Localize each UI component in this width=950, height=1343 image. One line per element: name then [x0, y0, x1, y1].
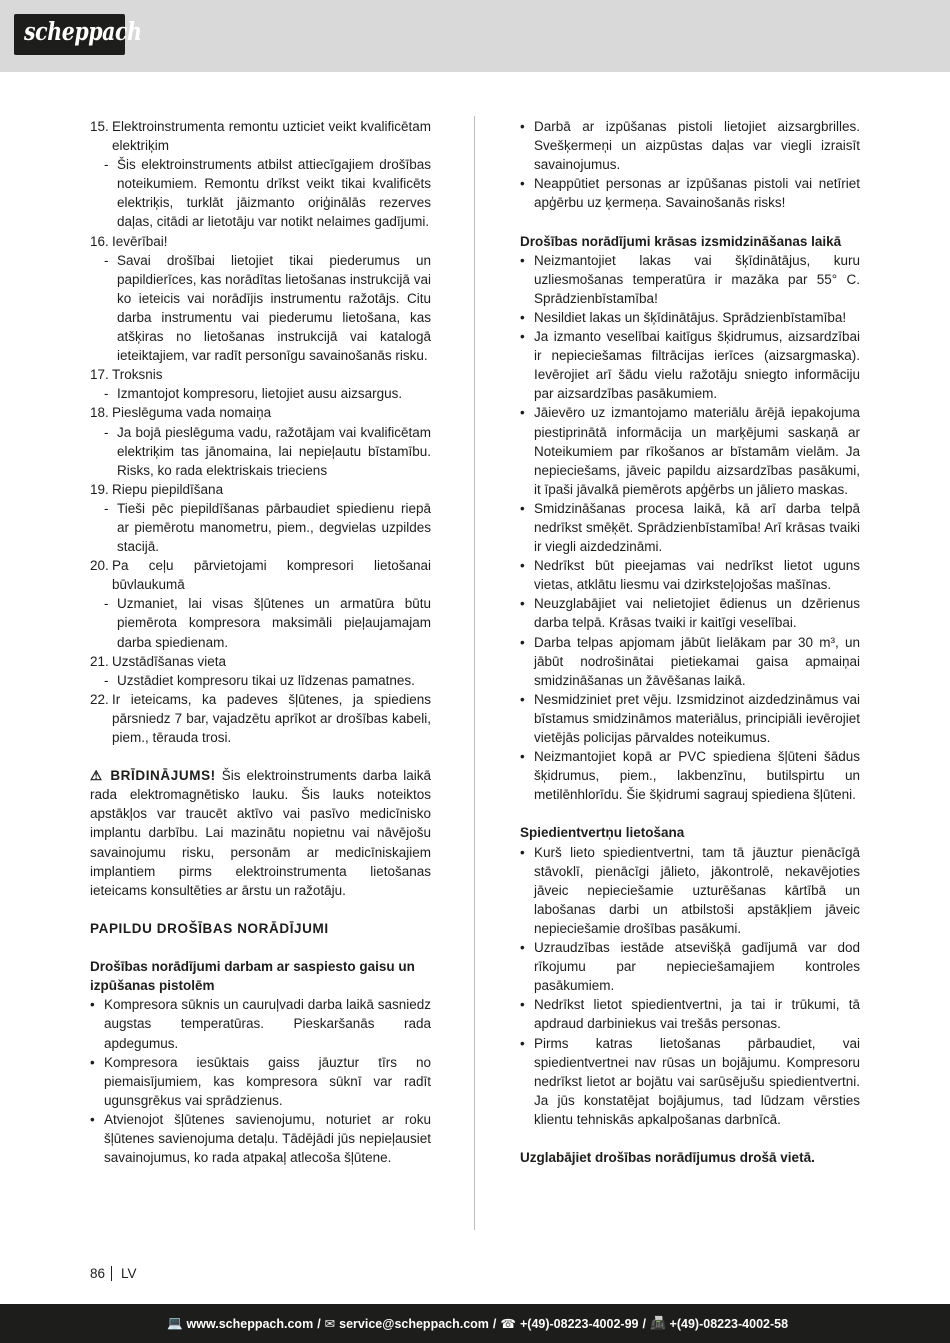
bullet-item [520, 308, 860, 327]
bullet-item [90, 1053, 431, 1110]
left-column [90, 117, 431, 1167]
pressure-vessel-list [520, 843, 860, 1129]
bullet-marker: • [520, 500, 525, 516]
item-title: Uzstādīšanas vieta [112, 653, 227, 669]
dash-marker: - [104, 596, 109, 612]
section-title: PAPILDU DROŠĪBAS NORĀDĪJUMI [90, 920, 329, 936]
bullet-text: Atvienojot šļūtenes savienojumu, noturiet ar roku šļūtenes savienojuma detaļu. Tādējādi jūs nepieļausiet savainojumus, ko rada atpakaļ atlecoša šļūtene. [104, 1111, 431, 1166]
item-title: Troksnis [112, 367, 163, 383]
numbered-item [90, 365, 431, 384]
bullet-item [520, 117, 860, 174]
bullet-marker: • [520, 844, 525, 860]
item-detail [104, 671, 431, 690]
bullet-text: Jāievēro uz izmantojamo materiālu ārējā iepakojuma piestiprinātā informācija un marķējumi saskaņā ar Noteikumiem par rīkošanos ar bīstamām vielām. Ja nepieciešams, jāveic papildu aizsardzības pasākumi, it īpaši jāvalkā piemērots apģērbs un jāliето maskas. [534, 405, 860, 497]
paint-spraying-title: Drošības norādījumi krāsas izsmidzināšanas laikā [520, 233, 842, 249]
bullet-marker: • [520, 1035, 525, 1051]
bullet-marker: • [520, 329, 525, 345]
logo-text: scheppach [23, 17, 142, 46]
item-title: Ir ieteicams, ka padeves šļūtenes, ja spiediens pārsniedz 7 bar, vajadzētu aprīkot ar drošības kabeli, piem., tērauda trosi. [112, 691, 431, 745]
page-number-block [90, 1264, 137, 1283]
bullet-item [520, 843, 860, 938]
page-language: LV [121, 1266, 137, 1281]
bullet-text: Nedrīkst lietot spiedientvertni, ja tai ir trūkumi, tā apdraud darbiniekus vai trešās personas. [534, 997, 860, 1032]
item-title: Elektroinstrumenta remontu uzticiet veikt kvalificētam elektriķim [112, 119, 431, 154]
footer-website[interactable]: www.scheppach.com [186, 1316, 314, 1331]
dash-marker: - [104, 386, 109, 402]
bullet-item [520, 327, 860, 403]
bullet-text: Nedrīkst būt pieejamas vai nedrīkst lietot uguns vietas, atklātu liesmu vai dzirksteļojošas mašīnas. [534, 558, 860, 593]
scheppach-logo [14, 14, 142, 55]
page-footer: 💻 www.scheppach.com / ✉ service@scheppach.com / ☎ +(49)-08223-4002-99 / 📠 +(49)-08223-4002-58 [0, 1304, 950, 1343]
bullet-text: Nesmidziniet pret vēju. Izsmidzinot aizdedzināmus vai bīstamus smidzināmos materiālus, principiāli ievērojiet vietējās policijas pārvaldes noteikumus. [534, 691, 860, 745]
item-number: 18. [90, 405, 109, 421]
numbered-item [90, 652, 431, 671]
footer-fax: +(49)-08223-4002-58 [669, 1316, 789, 1331]
bullet-marker: • [90, 1054, 95, 1070]
bullet-text: Pirms katras lietošanas pārbaudiet, vai spiedientvertnei nav rūsas un bojājumu. Kompresoru nedrīkst lietot ar bojātu vai sarūsējušu spiedientvertni. Ja jūs konstatējat bojājumus, tad lūdzam vērsties klientu tehniskās apkalpošanas darbnīcā. [534, 1035, 860, 1127]
item-detail [104, 499, 431, 556]
dash-marker: - [104, 672, 109, 688]
bullet-item [520, 938, 860, 995]
bullet-item [520, 499, 860, 556]
bullet-marker: • [520, 405, 525, 421]
bullet-item [90, 995, 431, 1052]
paint-spraying-list [520, 251, 860, 805]
bullet-marker: • [520, 749, 525, 765]
numbered-item [90, 232, 431, 251]
closing-note: Uzglabājiet drošības norādījumus drošā vietā. [520, 1150, 815, 1166]
bullet-item [520, 1034, 860, 1129]
dash-marker: - [104, 424, 109, 440]
right-column [520, 117, 860, 1167]
bullet-text: Darba telpas apjomam jābūt lielākam par 30 m³, un jābūt nodrošinātai pietiekamai gaisa apmaiņai smidzināšanas un žāvēšanas laikā. [534, 634, 860, 688]
item-number: 22. [90, 691, 109, 707]
item-number: 15. [90, 119, 109, 134]
bullet-marker: • [520, 940, 525, 956]
blow-gun-list [520, 117, 860, 212]
fax-icon: 📠 [649, 1316, 666, 1330]
bullet-item [520, 251, 860, 308]
bullet-text: Neappūtiet personas ar izpūšanas pistoli vai netīriet apģērbu uz ķermeņa. Savainošanās risks! [534, 176, 860, 211]
bullet-item [90, 1110, 431, 1167]
dash-marker: - [104, 252, 109, 268]
item-detail-text: Uzstādiet kompresoru tikai uz līdzenas pamatnes. [117, 672, 415, 688]
computer-icon: 💻 [166, 1316, 183, 1330]
warning-label: BRĪDINĀJUMS! [110, 768, 216, 784]
page-number: 86 [90, 1266, 106, 1281]
footer-email[interactable]: service@scheppach.com [339, 1316, 489, 1331]
bullet-text: Smidzināšanas procesa laikā, kā arī darba telpā nedrīkst smēķēt. Sprādzienbīstamība! Arī krāsas tvaiki ir viegli aizdedzināmi. [534, 500, 860, 555]
item-title: Ievērībai! [112, 233, 168, 249]
numbered-item [90, 556, 431, 594]
bullet-item [520, 403, 860, 498]
numbered-list [90, 117, 431, 747]
bullet-text: Nesildiet lakas un šķīdinātājus. Sprādzienbīstamība! [534, 309, 847, 325]
mail-icon: ✉ [324, 1317, 336, 1331]
bullet-marker: • [520, 309, 525, 325]
dash-marker: - [104, 157, 109, 173]
numbered-item [90, 480, 431, 499]
bullet-text: Kompresora sūknis un cauruļvadi darba laikā sasniedz augstas temperatūras. Pieskaršanās rada apdegumus. [104, 997, 431, 1051]
dash-marker: - [104, 500, 109, 516]
item-detail-text: Izmantojot kompresoru, lietojiet ausu aizsargus. [117, 386, 403, 402]
bullet-item [520, 690, 860, 747]
bullet-marker: • [520, 691, 525, 707]
bullet-item [520, 633, 860, 690]
pressure-vessel-title: Spiedientvertņu lietošana [520, 825, 685, 841]
item-title: Riepu piepildīšana [112, 481, 224, 497]
bullet-marker: • [520, 176, 525, 192]
footer-phone: +(49)-08223-4002-99 [519, 1316, 639, 1331]
bullet-text: Neizmantojiet kopā ar PVC spiediena šļūteni šādus šķidrumus, piem., lakbenzīnu, butilspirtu un metilēnhlorīdu. Šie šķidrumi sagrauj spiediena šļūteni. [534, 749, 860, 803]
bullet-marker: • [90, 1111, 95, 1127]
warning-paragraph [90, 766, 431, 900]
item-detail [104, 384, 431, 403]
column-divider [474, 116, 475, 1230]
compressed-air-list [90, 995, 431, 1167]
bullet-text: Neizmantojiet lakas vai šķīdinātājus, kuru uzliesmošanas temperatūra ir mazāka par 55° C. Sprādzienbīstamība! [534, 252, 860, 306]
bullet-item [520, 174, 860, 212]
bullet-marker: • [520, 596, 525, 612]
item-number: 17. [90, 367, 109, 383]
bullet-text: Darbā ar izpūšanas pistoli lietojiet aizsargbrilles. Svešķermeņi un aizpūstas daļas var viegli izraisīt savainojumus. [534, 119, 860, 173]
bullet-item [520, 556, 860, 594]
bullet-item [520, 594, 860, 632]
bullet-marker: • [90, 997, 95, 1013]
item-number: 21. [90, 653, 109, 669]
warning-icon: ⚠ [90, 768, 105, 784]
bullet-item [520, 995, 860, 1033]
bullet-marker: • [520, 634, 525, 650]
bullet-text: Ja izmanto veselībai kaitīgus šķidrumus, aizsardzībai ir nepieciešamas filtrācijas ierīces (aizsargmaska). Ievērojiet arī šādu vielu ražotāju sniegto informāciju par aizsardzības pasākumiem. [534, 329, 860, 402]
item-detail [104, 594, 431, 651]
item-detail [104, 155, 431, 231]
bullet-marker: • [520, 558, 525, 574]
item-number: 19. [90, 481, 109, 497]
compressed-air-title: Drošības norādījumi darbam ar saspiesto gaisu un izpūšanas pistolēm [90, 959, 415, 994]
item-detail-text: Ja bojā pieslēguma vadu, ražotājam vai kvalificētam elektriķim tas jānomaina, lai nepieļautu bīstamību. Risks, ko rada elektriskais trieciens [117, 424, 431, 478]
bullet-item [520, 747, 860, 804]
page-header [0, 0, 950, 72]
item-detail-text: Tieši pēc piepildīšanas pārbaudiet spiedienu riepā ar piemērotu manometru, piem., degvielas uzpildes stacijā. [117, 500, 431, 555]
numbered-item [90, 403, 431, 422]
bullet-text: Kurš lieto spiedientvertni, tam tā jāuztur pienācīgā stāvoklī, pienācīgi jālieto, jākontrolē, nekavējoties jāveic nepieciešamie uzturēšanas kārtībā un labošanas darbi un atbilstoši apstākļiem jāveic nepieciešamie drošības pasākumi. [534, 844, 860, 936]
item-number: 20. [90, 558, 109, 574]
item-detail [104, 423, 431, 480]
item-detail-text: Savai drošībai lietojiet tikai piederumus un papildierīces, kas norādītas lietošanas instrukcijā vai ko ieteicis vai norādījis instrumentu ražotājs. Citu darba instrumentu vai piederumu lietošana, kas atšķiras no lietošanas instrukcijā vai katalogā ieteiktajiem, var radīt personīgu savainošanās risku. [117, 252, 431, 364]
item-detail [104, 251, 431, 366]
bullet-text: Uzraudzības iestāde atsevišķā gadījumā var dod rīkojumu par nepieciešamajiem kontroles pasākumiem. [534, 940, 860, 994]
bullet-marker: • [520, 252, 525, 268]
item-detail-text: Uzmaniet, lai visas šļūtenes un armatūra būtu piemērota kompresora maksimāli pieļaujamajam darba spiedienam. [117, 596, 431, 650]
item-detail-text: Šis elektroinstruments atbilst attiecīgajiem drošības noteikumiem. Remontu drīkst veikt tikai kvalificēts elektriķis, turklāt jāizmanto oriģinālās rezerves daļas, citādi ar lietotāju var notikt nelaimes gadījumi. [117, 157, 431, 230]
bullet-text: Kompresora iesūktais gaiss jāuztur tīrs no piemaisījumiem, kas kompresora sūknī var radīt ugunsgrēkus vai sprādzienus. [104, 1054, 431, 1108]
bullet-text: Neuzglabājiet vai nelietojiet ēdienus un dzērienus darba telpā. Krāsas tvaiki ir kaitīgi veselībai. [534, 596, 860, 631]
page-separator [111, 1266, 112, 1281]
item-number: 16. [90, 233, 109, 249]
item-title: Pa ceļu pārvietojami kompresori lietošanai būvlaukumā [112, 558, 431, 593]
warning-text: Šis elektroinstruments darba laikā rada elektromagnētisko lauku. Šis lauks noteiktos apstākļos var traucēt aktīvo vai pasīvo medicīnisko implantu darbību. Lai mazinātu nopietnu vai nāvējošu savainojumu risku, personām ar medicīniskajiem implantiem pirms elektroinstrumenta lietošanas ieteicams konsultēties ar ārstu un ražotāju. [90, 768, 431, 898]
bullet-marker: • [520, 119, 525, 134]
bullet-marker: • [520, 997, 525, 1013]
numbered-item [90, 690, 431, 747]
item-title: Pieslēguma vada nomaiņa [112, 405, 272, 421]
phone-icon: ☎ [500, 1317, 516, 1331]
numbered-item [90, 117, 431, 155]
